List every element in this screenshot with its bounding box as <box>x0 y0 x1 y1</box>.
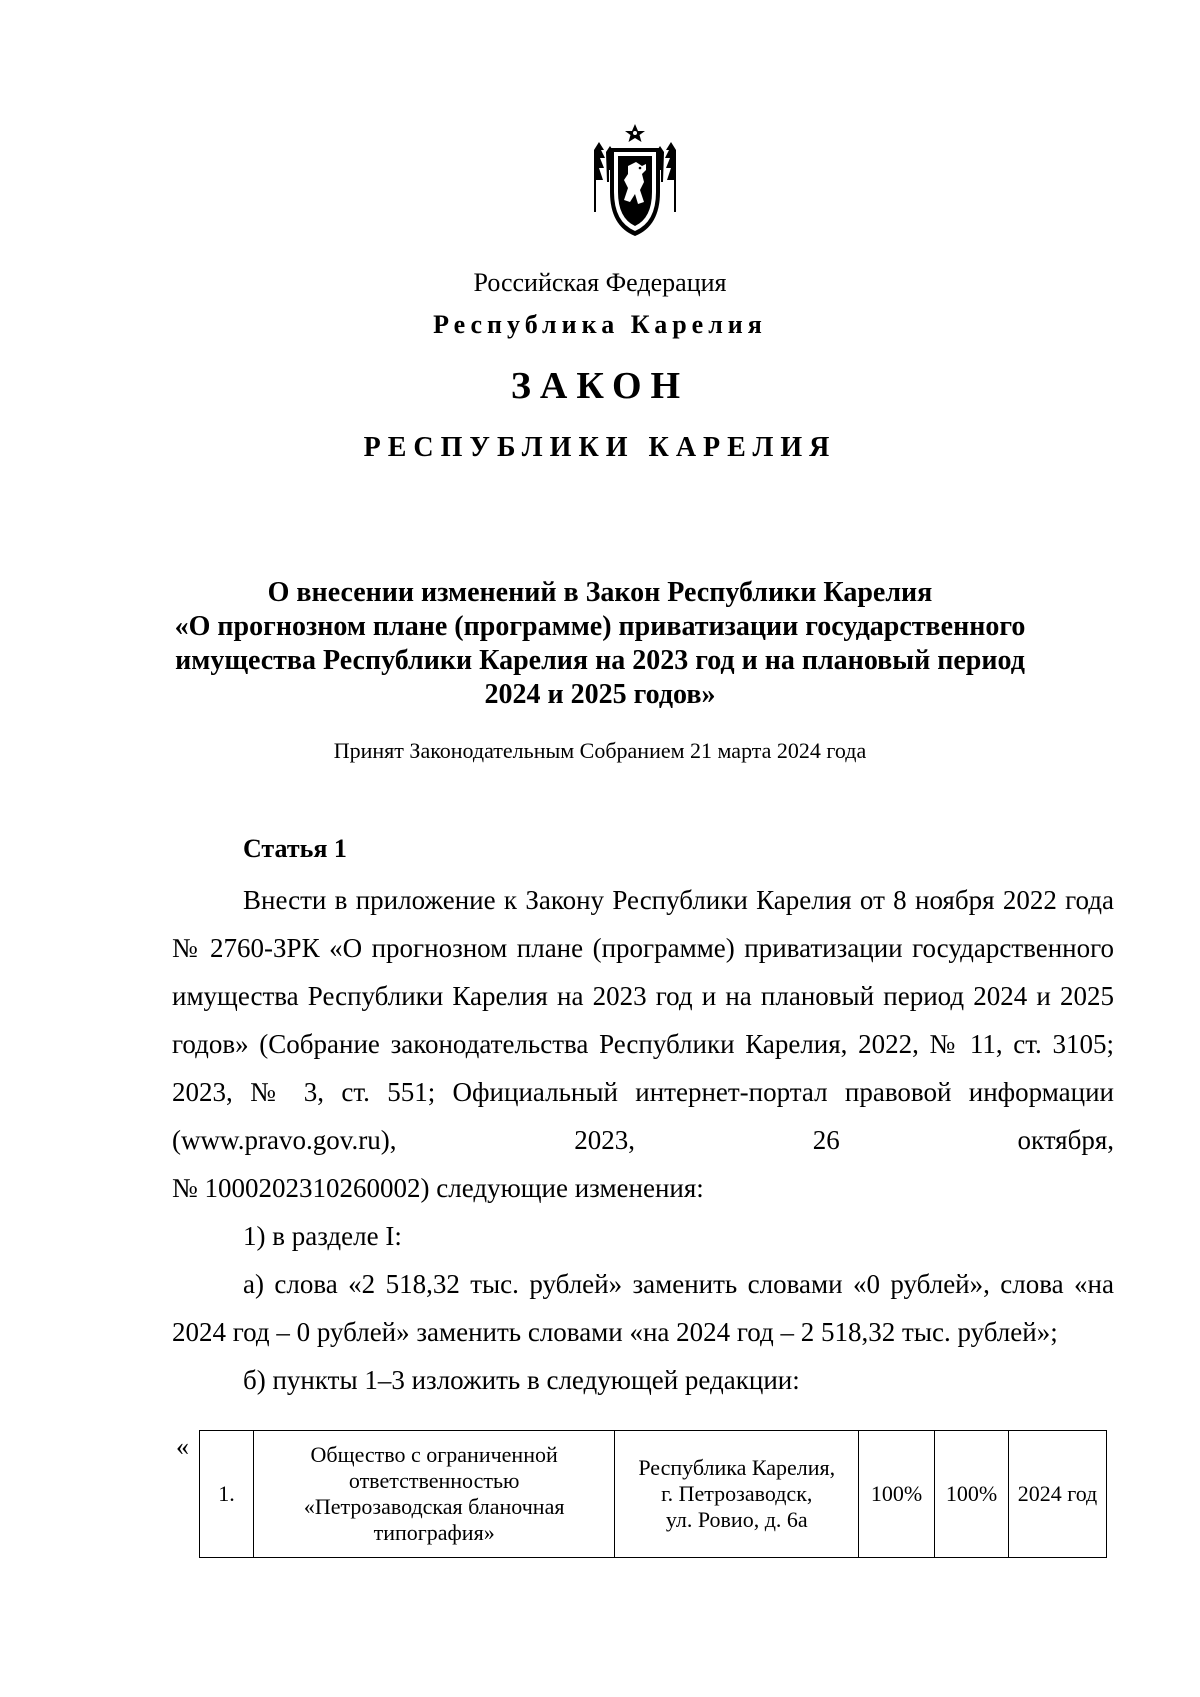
article-paragraph-end: № 1000202310260002) следующие изменения: <box>172 1173 704 1203</box>
document-type: ЗАКОН <box>510 365 690 407</box>
object-name <box>253 1431 614 1558</box>
object-address-line: ул. Ровио, д. 6а <box>665 1507 808 1532</box>
republic-name: Республика Карелия <box>433 310 767 339</box>
law-title-line: О внесении изменений в Закон Республики Карелия <box>267 577 933 608</box>
adoption-note: Принят Законодательным Собранием 21 марта 2024 года <box>333 738 867 763</box>
law-title-line: «О прогнозном плане (программе) приватизации государственного <box>174 611 1026 642</box>
object-name-line: «Петрозаводская бланочная <box>303 1494 565 1519</box>
article-paragraph: Внести в приложение к Закону Республики Карелия от 8 ноября 2022 года № 2760-ЗРК «О прогнозном плане (программе) приватизации государственного имущества Республики Карелия на 2023 год и на плановый период 2024 и 2025 годов» (Собрание законодательства Республики Карелия, 2022, № 11, ст. 3105; 2023, № 3, ст. 551; Официальный интернет-портал правовой информации (www.pravo.gov.ru), 2023, 26 октября, <box>172 885 1114 1155</box>
article-heading: Статья 1 <box>243 834 347 863</box>
share-value: 100% <box>935 1431 1009 1558</box>
law-title <box>160 576 1040 712</box>
coat-of-arms-emblem <box>590 122 680 240</box>
share-value: 100% <box>859 1431 935 1558</box>
law-title-line: имущества Республики Карелия на 2023 год и на плановый период <box>175 645 1025 676</box>
amendment-item: б) пункты 1–3 изложить в следующей редакции: <box>243 1365 800 1395</box>
object-name-line: Общество с ограниченной <box>310 1442 558 1467</box>
privatization-year: 2024 год <box>1008 1431 1106 1558</box>
table-open-quote: « <box>176 1432 189 1461</box>
object-address <box>615 1431 859 1558</box>
table-row <box>200 1431 1107 1558</box>
object-address-line: Республика Карелия, <box>638 1455 836 1480</box>
article-body <box>172 876 1114 1404</box>
amendment-item: 1) в разделе I: <box>243 1221 402 1251</box>
object-name-line: типография» <box>373 1520 495 1545</box>
issuer-name: РЕСПУБЛИКИ КАРЕЛИЯ <box>363 432 837 463</box>
privatization-table <box>199 1430 1107 1558</box>
object-name-line: ответственностью <box>348 1468 520 1493</box>
row-number: 1. <box>200 1431 254 1558</box>
amendment-item: а) слова «2 518,32 тыс. рублей» заменить словами «0 рублей», слова «на 2024 год – 0 рублей» заменить словами «на 2024 год – 2 518,32 тыс. рублей»; <box>172 1269 1114 1347</box>
country-name: Российская Федерация <box>473 268 727 297</box>
law-title-line: 2024 и 2025 годов» <box>484 679 716 710</box>
object-address-line: г. Петрозаводск, <box>661 1481 813 1506</box>
